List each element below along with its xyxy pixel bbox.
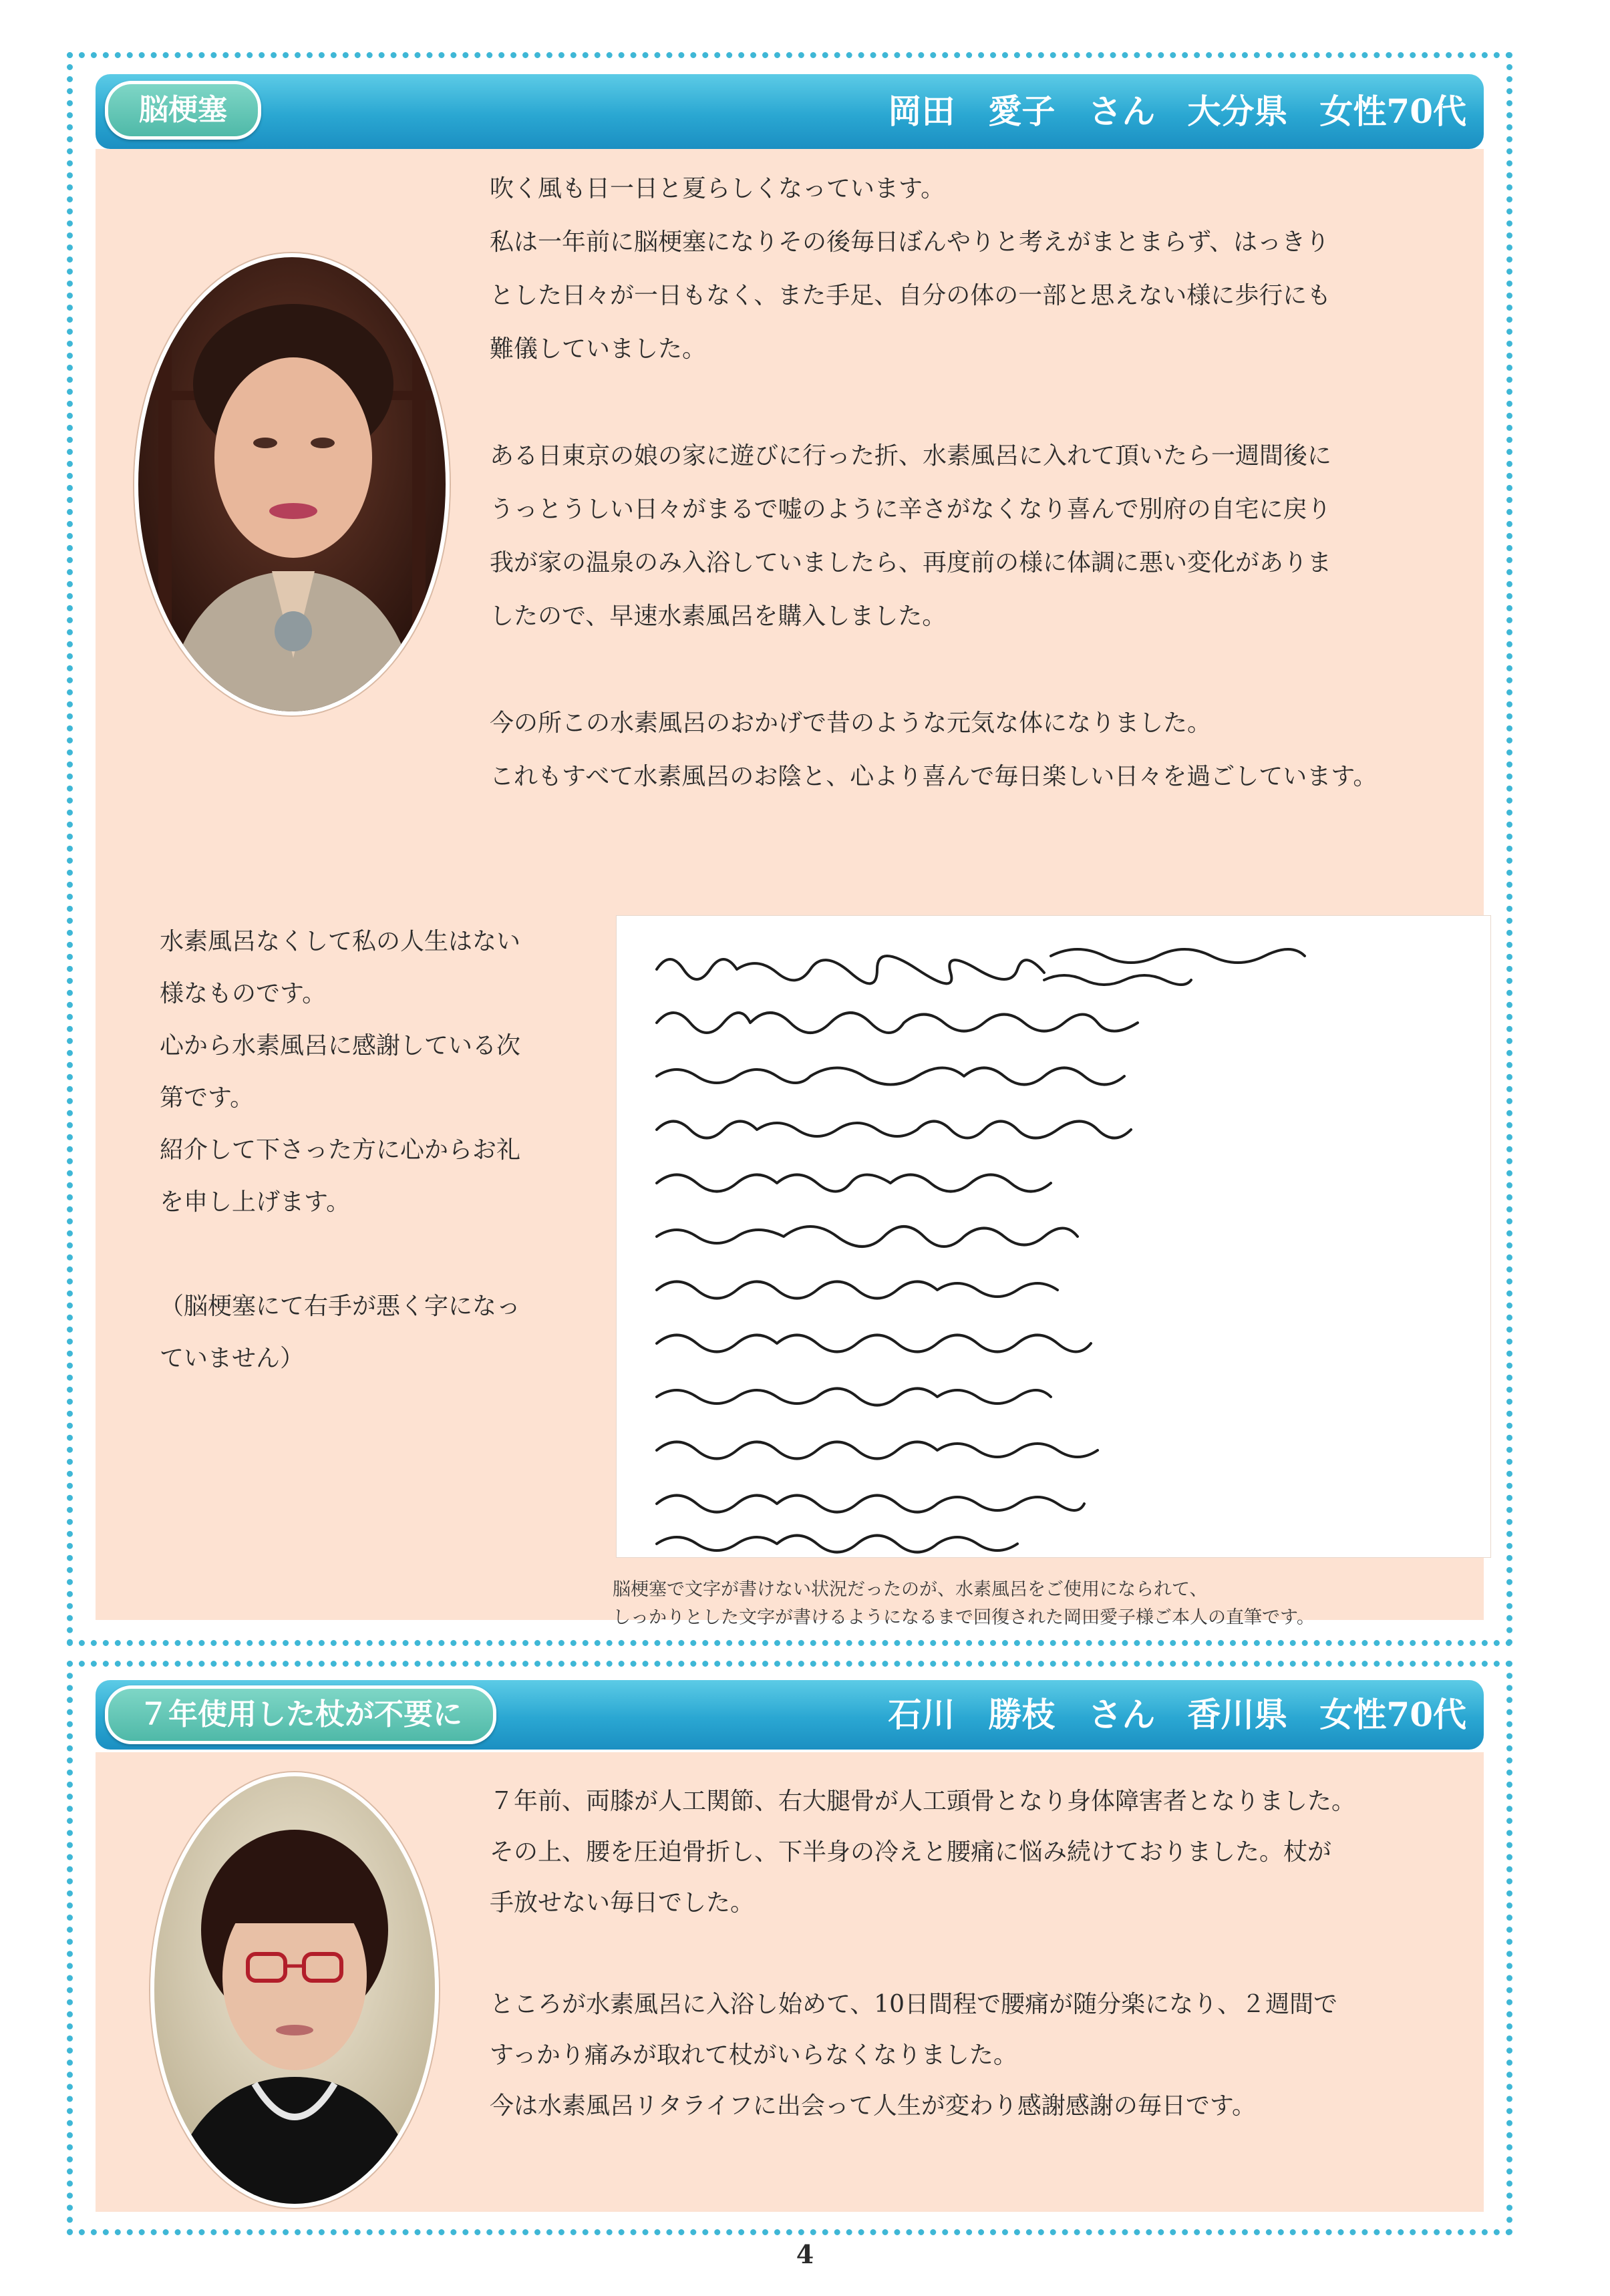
letter-caption — [613, 1576, 1501, 1632]
testimonial-section-ishikawa — [67, 1661, 1512, 2235]
person-info — [856, 1687, 1466, 1743]
person-gender-age: 女性70代 — [1319, 1695, 1466, 1734]
caption-line: 脳梗塞で文字が書けない状況だったのが、水素風呂をご使用になられて、 — [613, 1579, 1208, 1600]
text-line: （脳梗塞にて右手が悪く字になっ — [160, 1293, 521, 1320]
paragraph — [490, 1776, 1492, 1929]
text-line: ていません） — [160, 1345, 305, 1372]
text-line: これもすべて水素風呂のお陰と、心より喜んで毎日楽しい日々を過ごしています。 — [490, 763, 1378, 790]
paragraph — [490, 1979, 1492, 2132]
text-line: 難儀していました。 — [490, 335, 707, 363]
condition-tag: 脳梗塞 — [105, 81, 261, 140]
text-line: うっとうしい日々がまるで嘘のように辛さがなくなり喜んで別府の自宅に戻り — [490, 496, 1331, 523]
testimonial-body — [490, 1776, 1492, 2132]
side-message — [160, 916, 587, 1385]
person-region: 香川県 — [1187, 1695, 1288, 1734]
paragraph — [160, 916, 587, 1228]
text-line: 今の所この水素風呂のおかげで昔のような元気な体になりました。 — [490, 709, 1212, 737]
person-name: 岡田 愛子 さん — [888, 92, 1156, 131]
text-line: ７年前、両膝が人工関節、右大腿骨が人工頭骨となり身体障害者となりました。 — [490, 1788, 1356, 1815]
caption-line: しっかりとした文字が書けるようになるまで回復された岡田愛子様ご本人の直筆です。 — [613, 1607, 1315, 1628]
section-header — [96, 1680, 1484, 1750]
text-line: 様なものです。 — [160, 980, 327, 1007]
paragraph — [490, 162, 1492, 376]
condition-tag: ７年使用した杖が不要に — [105, 1685, 496, 1744]
text-line: その上、腰を圧迫骨折し、下半身の冷えと腰痛に悩み続けておりました。杖が — [490, 1838, 1332, 1866]
handwritten-letter-image — [617, 916, 1490, 1557]
testimonial-body — [490, 162, 1492, 804]
page-number: 4 — [796, 2239, 814, 2269]
text-line: したので、早速水素風呂を購入しました。 — [490, 603, 947, 630]
text-line: 手放せない毎日でした。 — [490, 1889, 755, 1917]
text-line: 紹介して下さった方に心からお礼 — [160, 1136, 521, 1164]
paragraph — [490, 697, 1492, 804]
text-line: 私は一年前に脳梗塞になりその後毎日ぼんやりと考えがまとまらず、はっきり — [490, 228, 1330, 256]
portrait-photo — [134, 253, 450, 715]
person-name: 石川 勝枝 さん — [888, 1695, 1156, 1734]
text-line: 吹く風も日一日と夏らしくなっています。 — [490, 175, 945, 202]
text-line: 水素風呂なくして私の人生はない — [160, 928, 521, 955]
paragraph — [160, 1281, 587, 1385]
person-info — [856, 84, 1466, 140]
text-line: 今は水素風呂リタライフに出会って人生が変わり感謝感謝の毎日です。 — [490, 2092, 1256, 2120]
person-region: 大分県 — [1187, 92, 1288, 131]
section-header — [96, 74, 1484, 149]
text-line: 心から水素風呂に感謝している次 — [160, 1032, 521, 1059]
portrait-photo — [150, 1772, 439, 2208]
text-line: ある日東京の娘の家に遊びに行った折、水素風呂に入れて頂いたら一週間後に — [490, 442, 1332, 470]
testimonial-panel — [96, 149, 1484, 1628]
text-line: ところが水素風呂に入浴し始めて、10日間程で腰痛が随分楽になり、２週間で — [490, 1991, 1338, 2018]
text-line: 我が家の温泉のみ入浴していましたら、再度前の様に体調に悪い変化がありま — [490, 549, 1332, 577]
text-line: とした日々が一日もなく、また手足、自分の体の一部と思えない様に歩行にも — [490, 282, 1331, 309]
text-line: を申し上げます。 — [160, 1188, 351, 1216]
paragraph — [490, 430, 1492, 643]
person-gender-age: 女性70代 — [1319, 92, 1466, 131]
text-line: すっかり痛みが取れて杖がいらなくなりました。 — [490, 2041, 1017, 2069]
text-line: 第です。 — [160, 1084, 255, 1112]
testimonial-panel — [96, 1752, 1484, 2212]
testimonial-section-okada — [67, 52, 1512, 1646]
